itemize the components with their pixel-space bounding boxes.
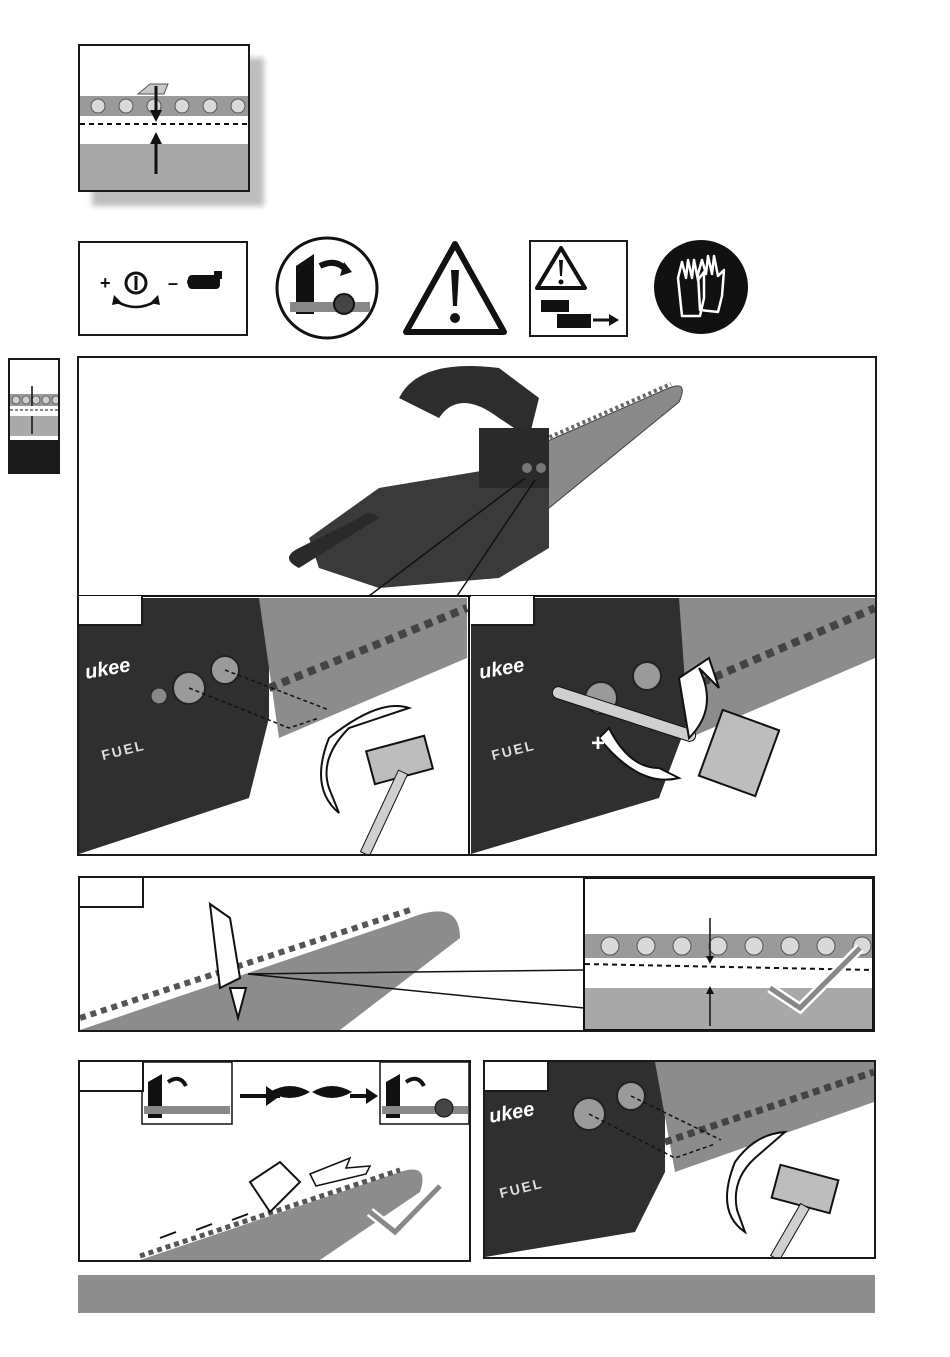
nut-tighten-panel [483,1060,876,1259]
step-label-e [485,1062,549,1092]
brand-label-bottom: ukee [487,1098,537,1128]
chain-tension-thumbnail [78,44,250,192]
step-label-a [79,596,143,626]
brand-label-left: ukee [83,654,133,684]
chain-brake-icon [274,236,380,340]
wear-gloves-icon [652,238,750,336]
fuel-label-left: FUEL [99,736,147,764]
step-label-b [471,596,535,626]
chain-rotate-panel [78,1060,471,1262]
warning-triangle-icon [402,240,508,336]
footer-bar [78,1275,875,1313]
minus-label: - [693,692,702,722]
step-label-c [80,878,144,908]
fuel-label-right: FUEL [489,736,537,764]
svg-text:+: + [100,273,111,293]
svg-text:–: – [168,273,179,293]
section-tab [8,358,60,474]
brand-label-right: ukee [477,654,527,684]
adjust-direction-icon [78,241,248,336]
step-label-d [80,1062,144,1092]
read-manual-icon [529,240,628,337]
chainsaw-overview-panel [77,356,877,856]
chain-check-panel [78,876,875,1032]
plus-label: + [591,730,606,757]
fuel-label-bottom: FUEL [497,1174,545,1202]
